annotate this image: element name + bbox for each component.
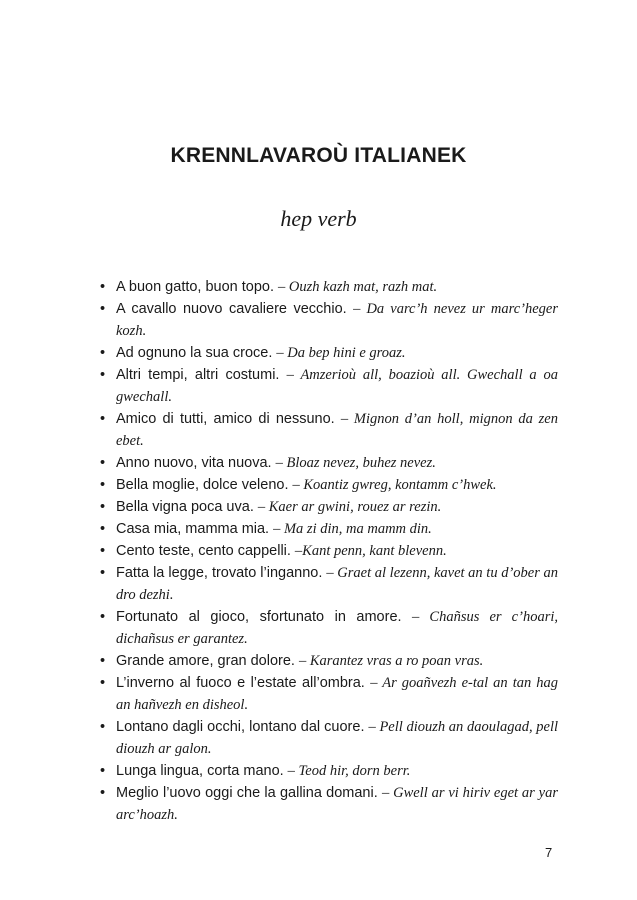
breton-translation: – Graet al lezenn, kavet an tu d’ober an dro dezhi. <box>116 565 559 603</box>
proverb-list <box>100 276 558 826</box>
breton-translation: – Bloaz nevez, buhez nevez. <box>275 455 436 471</box>
bullet-icon: • <box>100 565 106 581</box>
page-title: KRENNLAVAROÙ ITALIANEK <box>170 144 467 167</box>
list-item <box>100 782 558 826</box>
list-item <box>100 672 558 716</box>
list-item <box>100 298 558 342</box>
list-item <box>100 342 558 364</box>
breton-translation: –Kant penn, kant blevenn. <box>294 543 447 559</box>
italian-proverb: Amico di tutti, amico di nessuno. <box>116 411 335 427</box>
breton-translation: – Ar goañvezh e-tal an tan hag an hañvezh en disheol. <box>116 675 559 713</box>
italian-proverb: A cavallo nuovo cavaliere vecchio. <box>116 301 347 317</box>
bullet-icon: • <box>100 653 106 669</box>
list-item <box>100 540 558 562</box>
italian-proverb: Casa mia, mamma mia. <box>116 521 270 537</box>
breton-translation: – Teod hir, dorn berr. <box>287 763 411 779</box>
breton-translation: – Da varc’h nevez ur marc’heger kozh. <box>116 301 558 339</box>
list-item <box>100 606 558 650</box>
breton-translation: – Ouzh kazh mat, razh mat. <box>278 279 438 295</box>
bullet-icon: • <box>100 609 106 625</box>
breton-translation: – Koantiz gwreg, kontamm c’hwek. <box>292 477 497 493</box>
bullet-icon: • <box>100 719 106 735</box>
breton-translation: – Karantez vras a ro poan vras. <box>298 653 484 669</box>
list-item <box>100 276 558 298</box>
italian-proverb: Fortunato al gioco, sfortunato in amore. <box>116 609 402 625</box>
list-item <box>100 650 558 672</box>
italian-proverb: Meglio l’uovo oggi che la gallina domani. <box>116 785 378 801</box>
italian-proverb: Anno nuovo, vita nuova. <box>116 455 272 471</box>
bullet-icon: • <box>100 785 106 801</box>
list-item <box>100 496 558 518</box>
bullet-icon: • <box>100 763 106 779</box>
page-subtitle: hep verb <box>280 206 357 231</box>
italian-proverb: Lunga lingua, corta mano. <box>116 763 284 779</box>
italian-proverb: Altri tempi, altri costumi. <box>116 367 280 383</box>
bullet-icon: • <box>100 675 106 691</box>
breton-translation: – Mignon d’an holl, mignon da zen ebet. <box>116 411 558 449</box>
list-item <box>100 562 558 606</box>
italian-proverb: Ad ognuno la sua croce. <box>116 345 273 361</box>
list-item <box>100 474 558 496</box>
bullet-icon: • <box>100 521 106 537</box>
italian-proverb: L’inverno al fuoco e l’estate all’ombra. <box>116 675 365 691</box>
list-item <box>100 408 558 452</box>
italian-proverb: A buon gatto, buon topo. <box>116 279 275 295</box>
italian-proverb: Lontano dagli occhi, lontano dal cuore. <box>116 719 365 735</box>
list-item <box>100 716 558 760</box>
italian-proverb: Bella moglie, dolce veleno. <box>116 477 289 493</box>
breton-translation: – Da bep hini e groaz. <box>276 345 406 361</box>
bullet-icon: • <box>100 279 106 295</box>
breton-translation: – Chañsus er c’hoari, dichañsus er garantez. <box>116 609 558 647</box>
italian-proverb: Cento teste, cento cappelli. <box>116 543 291 559</box>
bullet-icon: • <box>100 411 106 427</box>
italian-proverb: Grande amore, gran dolore. <box>116 653 295 669</box>
bullet-icon: • <box>100 543 106 559</box>
list-item <box>100 760 558 782</box>
list-item <box>100 364 558 408</box>
list-item <box>100 452 558 474</box>
breton-translation: – Gwell ar vi hiriv eget ar yar arc’hoazh. <box>116 785 558 823</box>
italian-proverb: Fatta la legge, trovato l’inganno. <box>116 565 323 581</box>
bullet-icon: • <box>100 345 106 361</box>
bullet-icon: • <box>100 301 106 317</box>
italian-proverb: Bella vigna poca uva. <box>116 499 254 515</box>
breton-translation: – Amzerioù all, boazioù all. Gwechall a oa gwechall. <box>116 367 558 405</box>
bullet-icon: • <box>100 455 106 471</box>
page-number: 7 <box>545 845 553 860</box>
bullet-icon: • <box>100 499 106 515</box>
breton-translation: – Kaer ar gwini, rouez ar rezin. <box>257 499 442 515</box>
breton-translation: – Pell diouzh an daoulagad, pell diouzh ar galon. <box>116 719 559 757</box>
breton-translation: – Ma zi din, ma mamm din. <box>273 521 432 537</box>
bullet-icon: • <box>100 477 106 493</box>
list-item <box>100 518 558 540</box>
bullet-icon: • <box>100 367 106 383</box>
